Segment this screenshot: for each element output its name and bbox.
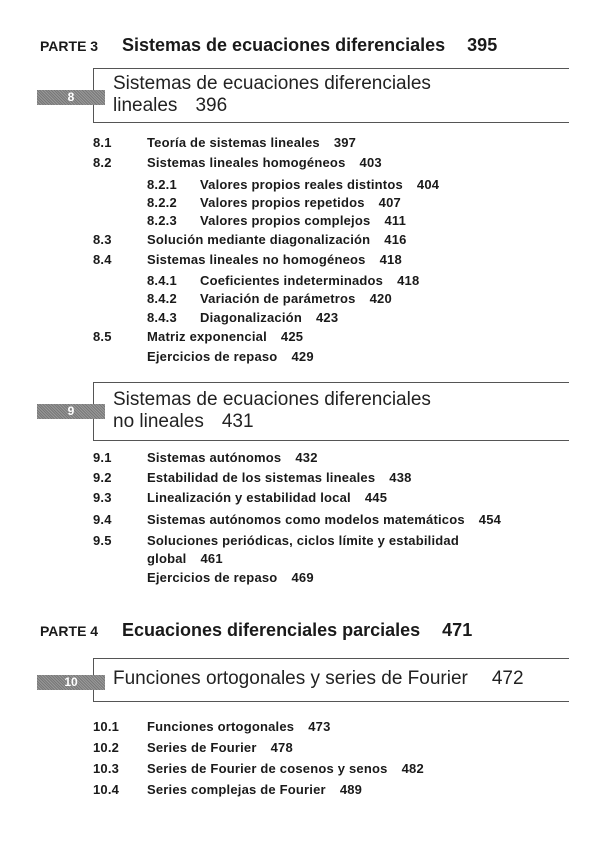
entry-number: 8.2.2 (147, 195, 177, 210)
toc-entry[interactable] (147, 533, 459, 548)
toc-entry[interactable] (200, 291, 392, 306)
entry-title: Funciones ortogonales (147, 719, 295, 734)
entry-title: Series complejas de Fourier (147, 782, 326, 797)
toc-entry[interactable] (147, 252, 402, 267)
entry-title: Sistemas lineales homogéneos (147, 155, 346, 170)
toc-entry[interactable] (147, 135, 356, 150)
toc-entry[interactable] (147, 490, 387, 505)
entry-page: 420 (369, 291, 392, 306)
toc-entry[interactable] (147, 232, 407, 247)
entry-page: 403 (359, 155, 382, 170)
entry-page: 445 (364, 490, 388, 505)
entry-page: 473 (308, 719, 331, 734)
toc-entry[interactable] (200, 213, 406, 228)
entry-page: 404 (416, 177, 440, 192)
entry-number: 10.4 (93, 782, 120, 797)
chapter-title (113, 73, 431, 117)
entry-number: 8.4.1 (147, 273, 177, 288)
entry-page: 416 (384, 232, 407, 247)
part-page: 471 (442, 620, 473, 640)
entry-title: Linealización y estabilidad local (147, 490, 351, 505)
entry-title: Coeficientes indeterminados (200, 273, 384, 288)
entry-page: 418 (379, 252, 402, 267)
entry-page: 454 (478, 512, 502, 527)
entry-title: Estabilidad de los sistemas lineales (147, 470, 376, 485)
entry-page: 461 (200, 551, 223, 566)
toc-entry[interactable] (147, 740, 293, 755)
entry-title: Valores propios repetidos (200, 195, 365, 210)
toc-entry[interactable] (147, 450, 318, 465)
part-heading (40, 620, 472, 641)
chapter-number-badge: 10 (37, 675, 105, 690)
entry-number: 10.1 (93, 719, 120, 734)
entry-number: 10.3 (93, 761, 120, 776)
entry-title: Series de Fourier (147, 740, 257, 755)
toc-entry[interactable] (200, 195, 401, 210)
entry-number: 9.4 (93, 512, 112, 527)
entry-page: 438 (389, 470, 412, 485)
entry-number: 8.2 (93, 155, 112, 170)
toc-entry[interactable] (147, 512, 501, 527)
entry-page: 429 (291, 349, 314, 364)
toc-entry[interactable] (147, 719, 331, 734)
entry-number: 8.1 (93, 135, 112, 150)
entry-page: 411 (384, 213, 407, 228)
entry-title: Matriz exponencial (147, 329, 267, 344)
chapter-title (113, 389, 431, 433)
entry-title: Sistemas autónomos (147, 450, 282, 465)
entry-number: 8.2.3 (147, 213, 177, 228)
entry-number: 8.3 (93, 232, 112, 247)
entry-page: 397 (333, 135, 357, 150)
entry-page: 432 (295, 450, 318, 465)
chapter-page: 431 (221, 411, 254, 432)
toc-entry[interactable] (147, 329, 303, 344)
entry-title: Solución mediante diagonalización (147, 232, 371, 247)
chapter-title-line: Funciones ortogonales y series de Fourier (113, 668, 468, 689)
entry-title: Valores propios complejos (200, 213, 371, 228)
toc-entry[interactable] (147, 349, 314, 364)
entry-title: Sistemas lineales no homogéneos (147, 252, 366, 267)
chapter-title-line: no lineales (113, 411, 204, 432)
chapter-page: 396 (195, 95, 228, 116)
entry-title: Variación de parámetros (200, 291, 356, 306)
toc-entry[interactable] (147, 155, 382, 170)
entry-page: 478 (270, 740, 293, 755)
entry-title: Series de Fourier de cosenos y senos (147, 761, 388, 776)
entry-page: 423 (315, 310, 339, 325)
entry-number: 8.4 (93, 252, 112, 267)
toc-entry[interactable] (147, 570, 314, 585)
entry-number: 9.5 (93, 533, 112, 548)
chapter-title (113, 668, 524, 690)
entry-number: 10.2 (93, 740, 120, 755)
entry-page: 489 (339, 782, 363, 797)
entry-page: 469 (291, 570, 314, 585)
entry-number: 8.4.3 (147, 310, 177, 325)
part-title: Sistemas de ecuaciones diferenciales (122, 35, 446, 55)
part-title: Ecuaciones diferenciales parciales (122, 620, 421, 640)
chapter-title-line: Sistemas de ecuaciones diferenciales (113, 389, 431, 410)
entry-page: 425 (280, 329, 304, 344)
part-label: PARTE 3 (40, 38, 99, 54)
entry-title: Teoría de sistemas lineales (147, 135, 320, 150)
entry-page: 407 (378, 195, 401, 210)
entry-title: Ejercicios de repaso (147, 570, 278, 585)
entry-number: 8.5 (93, 329, 112, 344)
entry-number: 8.2.1 (147, 177, 177, 192)
toc-entry[interactable] (147, 782, 362, 797)
entry-page: 482 (401, 761, 424, 776)
chapter-page: 472 (491, 668, 524, 689)
entry-title: global (147, 551, 187, 566)
entry-title: Soluciones periódicas, ciclos límite y estabilidad (147, 533, 459, 548)
part-label: PARTE 4 (40, 623, 99, 639)
entry-title: Ejercicios de repaso (147, 349, 278, 364)
toc-entry[interactable] (147, 470, 412, 485)
entry-page: 418 (397, 273, 420, 288)
chapter-title-line: Sistemas de ecuaciones diferenciales (113, 73, 431, 94)
part-page: 395 (467, 35, 498, 55)
toc-entry-continuation (147, 551, 223, 566)
entry-title: Valores propios reales distintos (200, 177, 403, 192)
chapter-title-line: lineales (113, 95, 178, 116)
entry-title: Diagonalización (200, 310, 302, 325)
toc-entry[interactable] (200, 310, 338, 325)
toc-entry[interactable] (147, 761, 424, 776)
entry-number: 9.1 (93, 450, 112, 465)
entry-title: Sistemas autónomos como modelos matemáticos (147, 512, 465, 527)
toc-entry[interactable] (200, 177, 439, 192)
chapter-number-badge: 9 (37, 404, 105, 419)
chapter-number-badge: 8 (37, 90, 105, 105)
toc-entry[interactable] (200, 273, 419, 288)
part-heading (40, 35, 497, 56)
entry-number: 9.2 (93, 470, 112, 485)
entry-number: 8.4.2 (147, 291, 177, 306)
entry-number: 9.3 (93, 490, 112, 505)
